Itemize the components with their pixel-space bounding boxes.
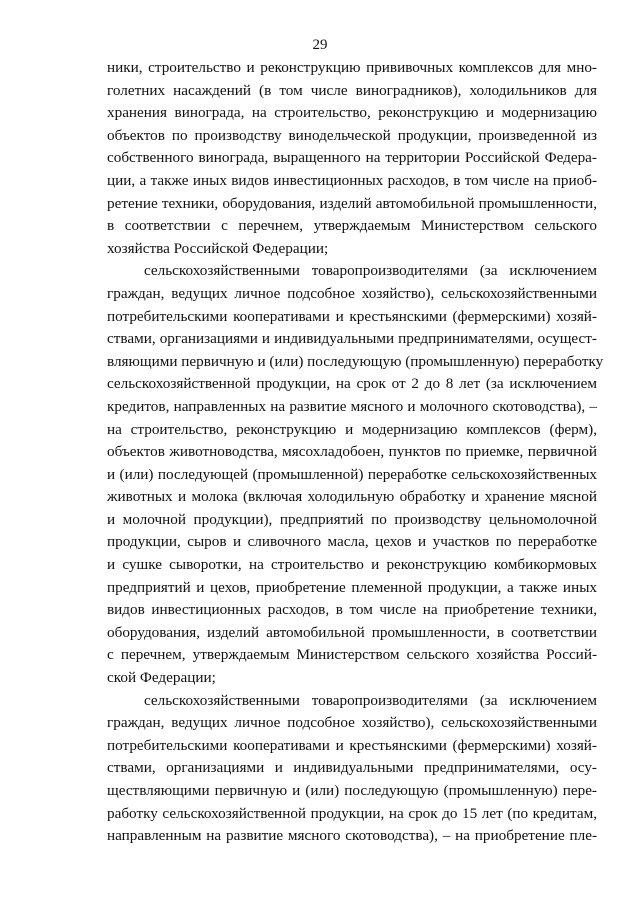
text-line: сельскохозяйственными товаропроизводителями (за исключением: [144, 691, 597, 709]
text-line: и сушке сыворотки, на строительство и реконструкцию комбикормовых: [107, 556, 597, 574]
text-line: вляющими первичную и (или) последующую (промышленную) переработку: [107, 352, 604, 370]
page-number: 29: [312, 37, 328, 53]
text-line: сельскохозяйственной продукции, на срок от 2 до 8 лет (за исключением: [107, 375, 597, 393]
text-line: направленным на развитие мясного скотоводства), – на приобретение пле-: [107, 827, 597, 845]
text-line: животных и молока (включая холодильную обработку и хранение мясной: [107, 488, 597, 506]
text-line: и молочной продукции), предприятий по производству цельномолочной: [107, 510, 597, 528]
text-line: оборудования, изделий автомобильной промышленности, в соответствии: [107, 623, 597, 641]
text-line: видов инвестиционных расходов, в том числе на приобретение техники,: [107, 601, 597, 619]
text-line: предприятий и цехов, приобретение племенной продукции, а также иных: [107, 578, 597, 596]
text-line: ретение техники, оборудования, изделий автомобильной промышленности,: [107, 194, 597, 212]
text-line: в соответствии с перечнем, утверждаемым Министерством сельского: [107, 217, 597, 235]
text-line: граждан, ведущих личное подсобное хозяйство), сельскохозяйственными: [107, 714, 597, 732]
text-line: потребительскими кооперативами и крестьянскими (фермерскими) хозяй-: [107, 736, 597, 754]
text-line: граждан, ведущих личное подсобное хозяйство), сельскохозяйственными: [107, 284, 597, 302]
paragraph-1: [107, 57, 597, 260]
text-line: ществляющими первичную и (или) последующую (промышленную) пере-: [107, 782, 597, 799]
text-line: ствами, организациями и индивидуальными предпринимателями, осущест-: [107, 330, 597, 348]
paragraph-3: [107, 690, 597, 848]
text-line: хозяйства Российской Федерации;: [107, 239, 329, 257]
text-line: и (или) последующей (промышленной) переработке сельскохозяйственных: [107, 465, 597, 483]
text-line: хранения винограда, на строительство, реконструкцию и модернизацию: [107, 104, 597, 122]
text-line: ской Федерации;: [107, 669, 216, 687]
text-line: сельскохозяйственными товаропроизводителями (за исключением: [144, 262, 597, 280]
text-line: продукции, сыров и сливочного масла, цехов и участков по переработке: [107, 533, 597, 551]
text-line: объектов животноводства, мясохладобоен, пунктов по приемке, первичной: [107, 443, 597, 461]
text-line: собственного винограда, выращенного на территории Российской Федера-: [107, 149, 597, 167]
text-line: ции, а также иных видов инвестиционных расходов, в том числе на приоб-: [107, 171, 597, 189]
document-body: [107, 57, 604, 848]
text-line: голетних насаждений (в том числе виноградников), холодильников для: [107, 81, 597, 99]
paragraph-2: [107, 260, 604, 689]
text-line: ствами, организациями и индивидуальными предпринимателями, осу-: [107, 759, 597, 777]
text-line: потребительскими кооперативами и крестьянскими (фермерскими) хозяй-: [107, 307, 597, 325]
text-line: на строительство, реконструкцию и модернизацию комплексов (ферм),: [107, 420, 597, 438]
text-line: работку сельскохозяйственной продукции, на срок до 15 лет (по кредитам,: [107, 804, 597, 822]
text-line: ники, строительство и реконструкцию прививочных комплексов для мно-: [107, 59, 597, 76]
text-line: кредитов, направленных на развитие мясного и молочного скотоводства), –: [107, 397, 597, 415]
text-line: с перечнем, утверждаемым Министерством сельского хозяйства Россий-: [107, 646, 597, 664]
text-line: объектов по производству винодельческой продукции, произведенной из: [107, 126, 597, 144]
